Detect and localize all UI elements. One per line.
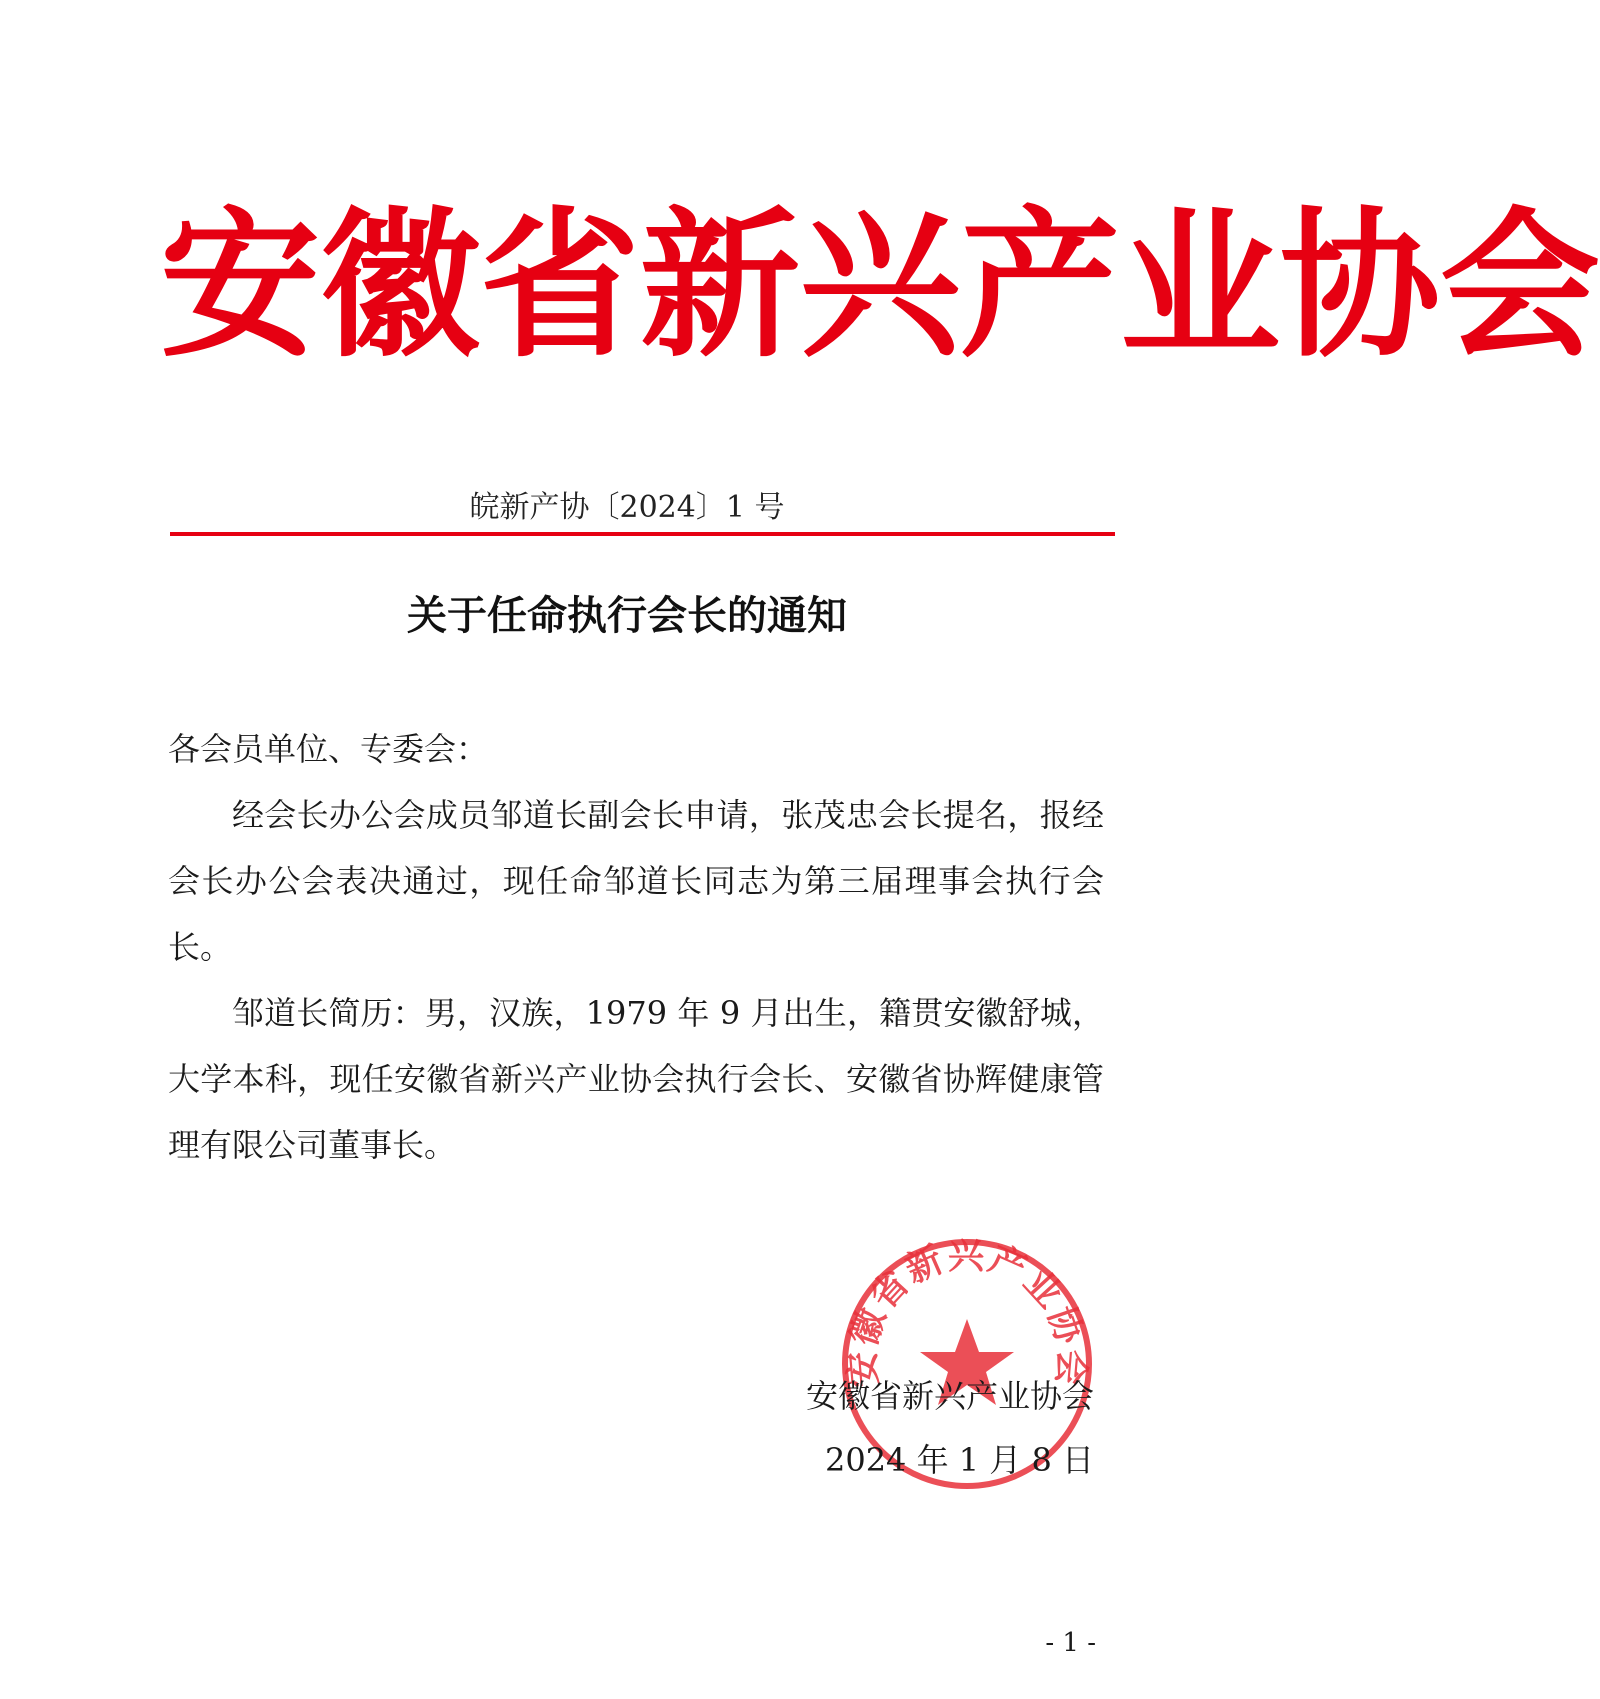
document-number: 皖新产协〔2024〕1 号 (469, 490, 785, 525)
masthead-title: 安徽省新兴产业协会 (160, 192, 1600, 379)
signature-organization: 安徽省新兴产业协会 (805, 1377, 1094, 1415)
body-paragraph-appointment: 经会长办公会成员邹道长副会长申请，张茂忠会长提名，报经会长办公会表决通过，现任命邹道长同志为第三届理事会执行会长。 (168, 796, 1104, 966)
page-number: - 1 - (1045, 1628, 1096, 1658)
body-paragraph-resume: 邹道长简历：男，汉族，1979 年 9 月出生，籍贯安徽舒城，大学本科，现任安徽省新兴产业协会执行会长、安徽省协辉健康管理有限公司董事长。 (168, 994, 1104, 1164)
notice-title: 关于任命执行会长的通知 (407, 593, 847, 639)
svg-text:安徽省新兴产业协会: 安徽省新兴产业协会 (841, 1235, 1093, 1390)
signature-date: 2024 年 1 月 8 日 (824, 1441, 1094, 1479)
red-divider-line (170, 532, 1115, 536)
salutation: 各会员单位、专委会： (168, 730, 489, 768)
